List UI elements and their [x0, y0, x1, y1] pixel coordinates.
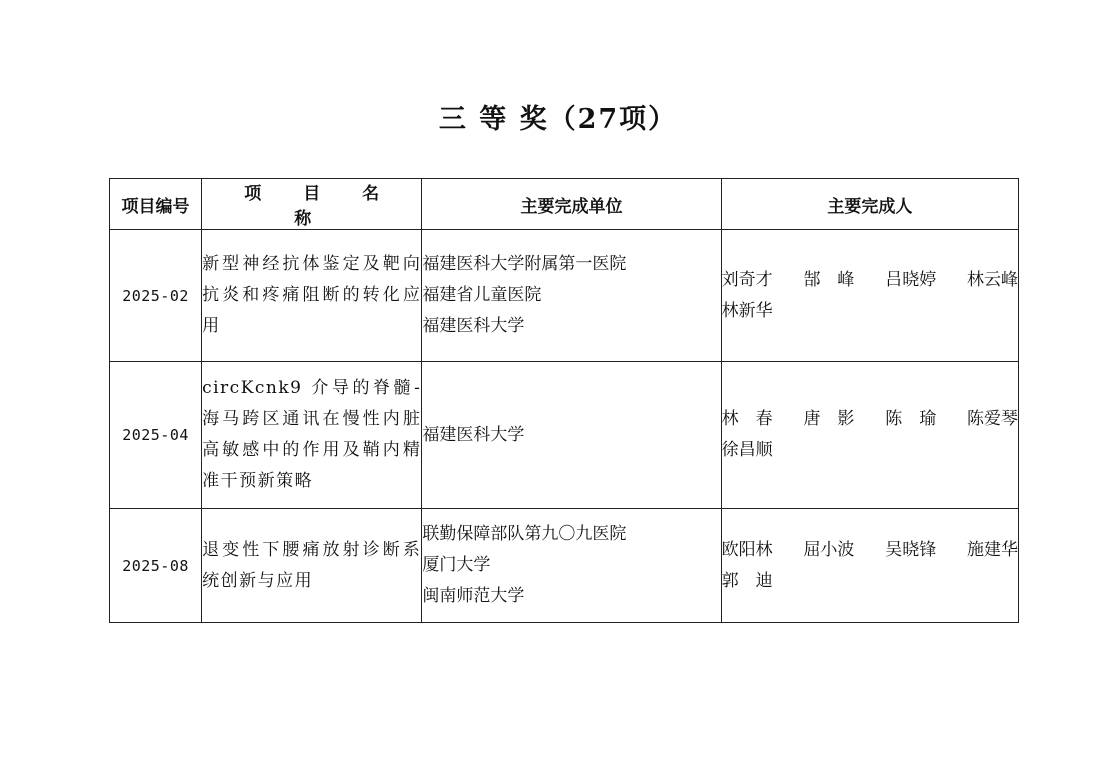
project-name: 新型神经抗体鉴定及靶向抗炎和疼痛阻断的转化应用: [202, 230, 422, 362]
unit-item: 福建医科大学: [422, 424, 525, 445]
project-number: 2025-08: [110, 509, 202, 623]
table-row: [110, 230, 1019, 362]
project-name: circKcnk9 介导的脊髓-海马跨区通讯在慢性内脏高敏感中的作用及鞘内精准干预新策略: [202, 362, 422, 509]
project-number: 2025-02: [110, 230, 202, 362]
person-name: 郜 峰: [803, 269, 855, 290]
unit-item: 厦门大学: [422, 555, 491, 575]
main-units: [422, 362, 721, 509]
person-name: 唐 影: [803, 409, 855, 429]
unit-item: 闽南师范大学: [422, 586, 525, 606]
award-table: [109, 178, 1019, 623]
person-name: 施建华: [967, 539, 1018, 560]
unit-item: 福建医科大学附属第一医院: [422, 254, 627, 274]
table-row: [110, 362, 1019, 509]
person-name: 陈爱琴: [967, 409, 1018, 429]
person-name: 刘奇才: [721, 269, 773, 290]
header-main-people: 主要完成人: [721, 179, 1018, 230]
main-units: [422, 509, 721, 623]
header-main-units: 主要完成单位: [422, 179, 721, 230]
main-people: [721, 230, 1018, 362]
person-name: 郭 迪: [721, 570, 773, 591]
person-name: 陈 瑜: [885, 409, 937, 429]
person-name: 吴晓锋: [885, 539, 937, 560]
table-row: [110, 509, 1019, 623]
person-name: 屈小波: [803, 539, 855, 560]
person-name: 吕晓婷: [885, 269, 937, 290]
header-project-number: 项目编号: [110, 179, 202, 230]
unit-item: 福建医科大学: [422, 316, 525, 336]
table-header-row: [110, 179, 1019, 230]
header-project-name: 项 目 名 称: [202, 179, 422, 230]
project-name: 退变性下腰痛放射诊断系统创新与应用: [202, 509, 422, 623]
person-name: 欧阳林: [721, 539, 773, 560]
unit-item: 福建省儿童医院: [422, 285, 542, 305]
main-people: [721, 509, 1018, 623]
project-number: 2025-04: [110, 362, 202, 509]
person-name: 林云峰: [967, 269, 1018, 290]
person-name: 林新华: [721, 300, 773, 321]
person-name: 徐昌顺: [721, 440, 773, 460]
person-name: 林 春: [721, 409, 773, 429]
page-title: 三 等 奖（27项）: [438, 104, 678, 135]
unit-item: 联勤保障部队第九〇九医院: [422, 524, 627, 544]
main-people: [721, 362, 1018, 509]
main-units: [422, 230, 721, 362]
